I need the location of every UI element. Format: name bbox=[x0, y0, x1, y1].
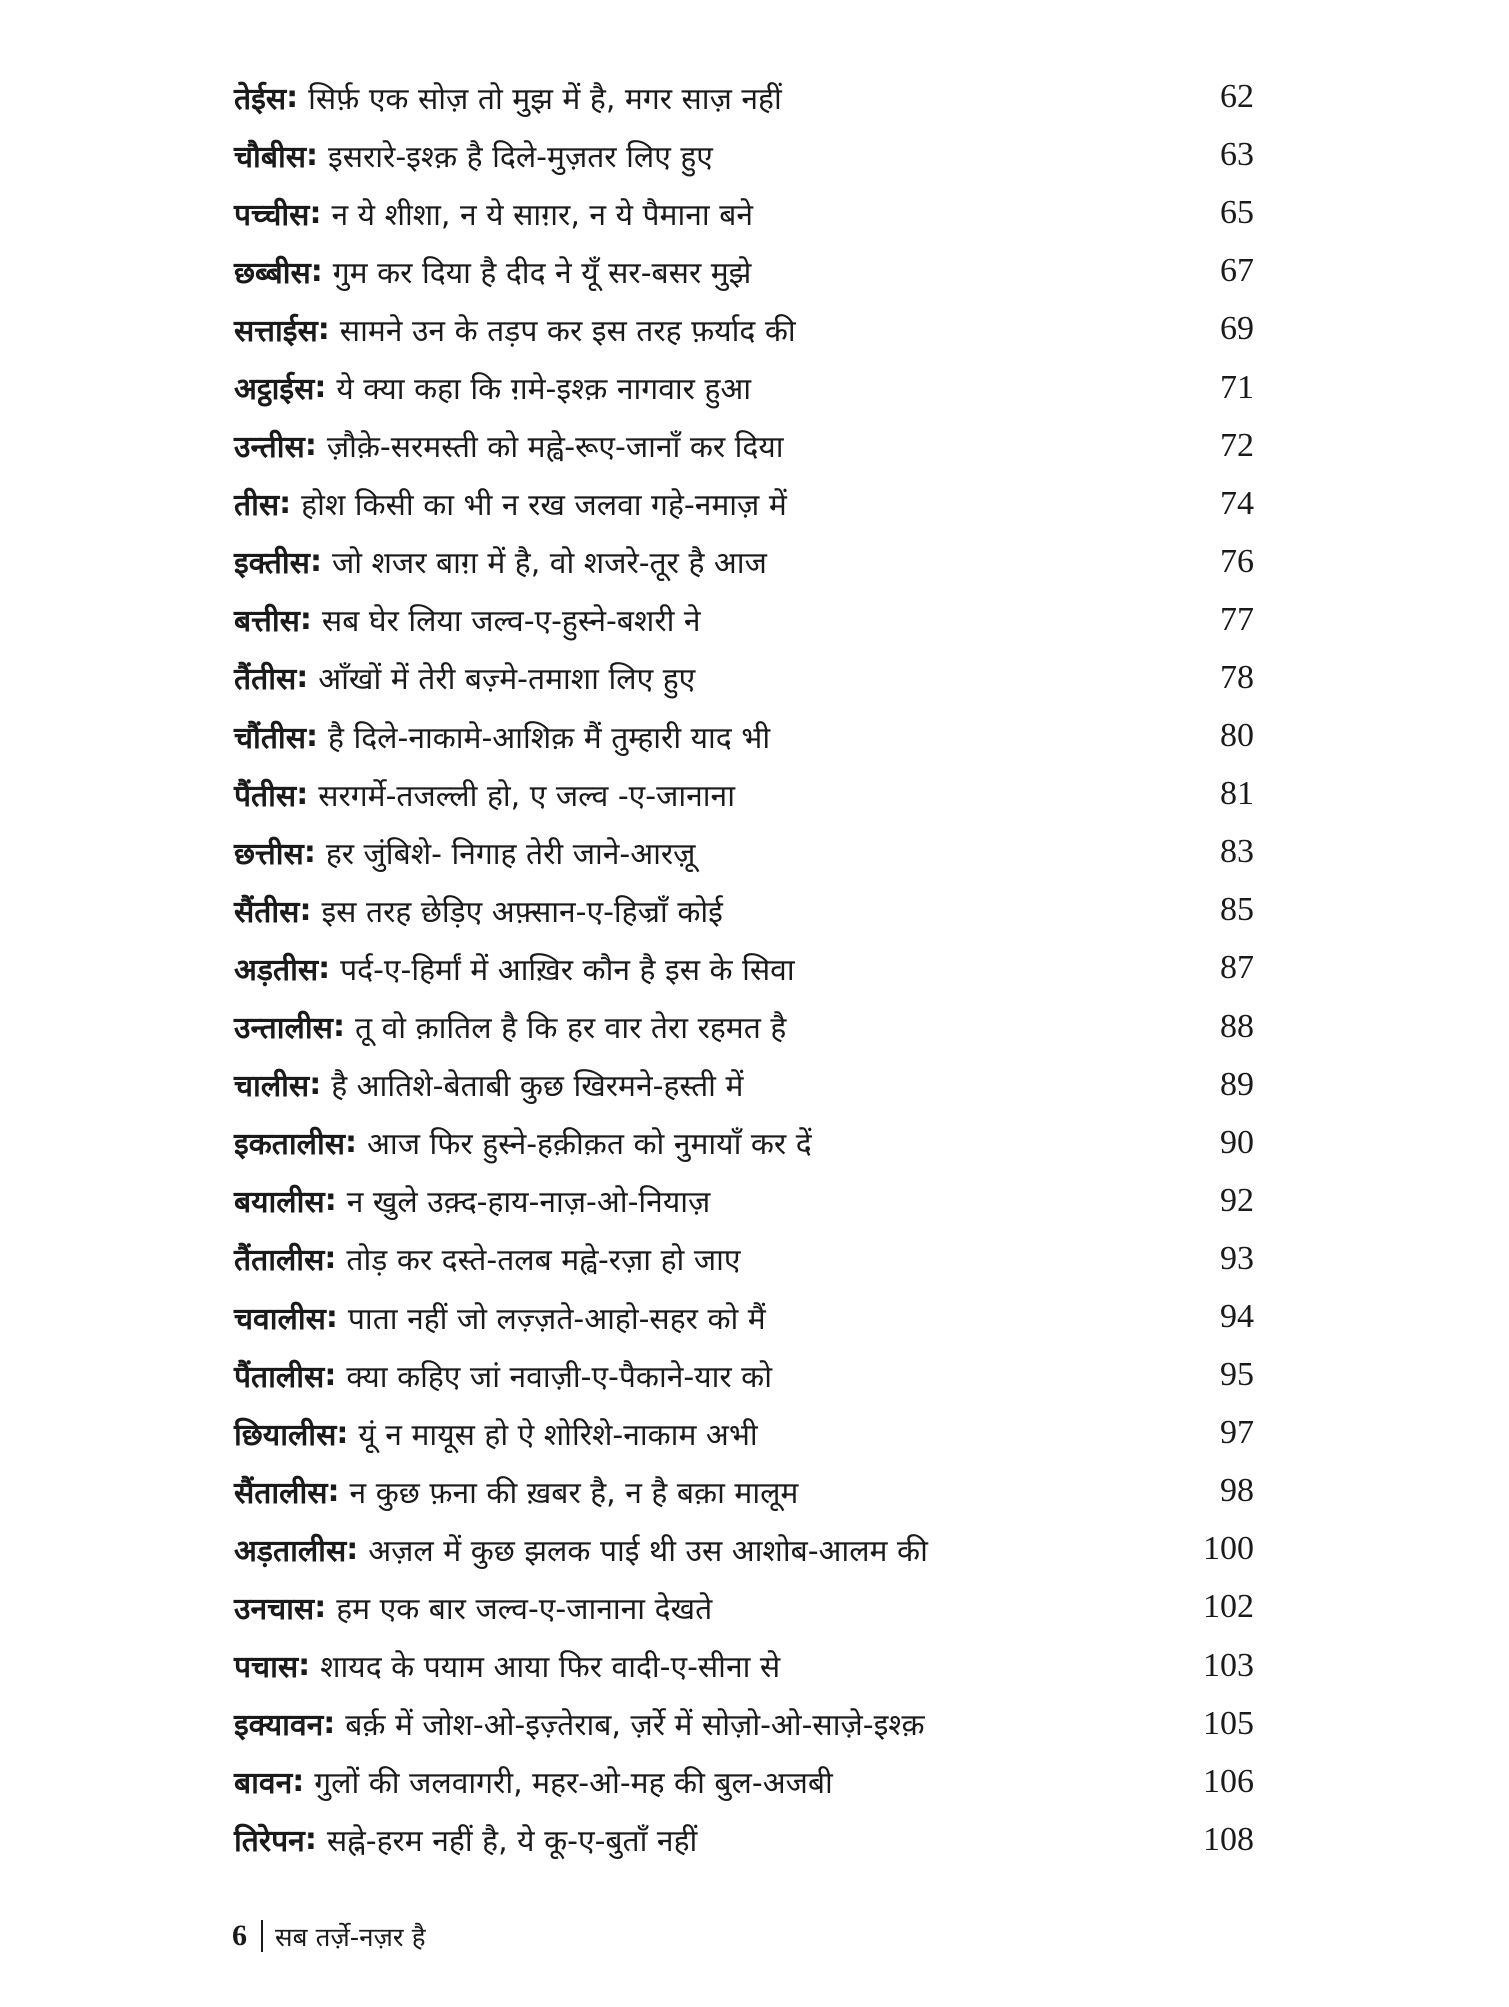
toc-entry-label: सैंतालीस bbox=[234, 1475, 328, 1511]
toc-entry-page-number: 72 bbox=[1220, 426, 1254, 464]
toc-entry-page-number: 89 bbox=[1220, 1065, 1254, 1103]
toc-entry-page-number: 100 bbox=[1203, 1530, 1254, 1568]
toc-entry-title: न ये शीशा, न ये साग़र, न ये पैमाना बने bbox=[331, 197, 754, 233]
toc-entry-label: तैंतालीस bbox=[234, 1243, 325, 1279]
toc-entry-page-number: 83 bbox=[1220, 833, 1254, 871]
toc-entry-label: छियालीस bbox=[234, 1417, 337, 1453]
toc-entry-title: गुलों की जलवागरी, महर-ओ-मह की बुल-अजबी bbox=[314, 1766, 833, 1802]
toc-entry bbox=[234, 823, 1254, 881]
table-of-contents bbox=[234, 68, 1254, 1869]
toc-entry-label: तीस bbox=[234, 488, 280, 524]
page-footer bbox=[232, 1918, 426, 1954]
toc-entry-colon: : bbox=[296, 660, 309, 696]
toc-entry-page-number: 105 bbox=[1203, 1704, 1254, 1742]
toc-entry-label: पच्चीस bbox=[234, 197, 310, 233]
toc-entry-label: पचास bbox=[234, 1650, 299, 1686]
toc-entry-label: छब्बीस bbox=[234, 255, 311, 291]
toc-entry-page-number: 98 bbox=[1220, 1472, 1254, 1510]
toc-entry bbox=[234, 126, 1254, 184]
toc-entry bbox=[234, 1172, 1254, 1230]
toc-entry-page-number: 63 bbox=[1220, 136, 1254, 174]
toc-entry-title: आँखों में तेरी बज़्मे-तमाशा लिए हुए bbox=[318, 662, 696, 698]
toc-entry-label: अड़तीस bbox=[234, 952, 319, 988]
toc-entry-colon: : bbox=[296, 776, 309, 812]
toc-entry bbox=[234, 1404, 1254, 1462]
toc-entry-label: तेईस bbox=[234, 81, 287, 117]
toc-entry bbox=[234, 1462, 1254, 1520]
toc-entry-colon: : bbox=[332, 1009, 345, 1045]
toc-entry-title: सिर्फ़ एक सोज़ तो मुझ में है, मगर साज़ नहीं bbox=[308, 81, 782, 117]
toc-entry-label: उन्तीस bbox=[234, 430, 305, 466]
toc-entry bbox=[234, 475, 1254, 533]
toc-entry-title: ये क्या कहा कि ग़मे-इश्क़ नागवार हुआ bbox=[336, 372, 752, 408]
toc-entry bbox=[234, 300, 1254, 358]
toc-entry-title: गुम कर दिया है दीद ने यूँ सर-बसर मुझे bbox=[332, 255, 752, 291]
toc-entry bbox=[234, 358, 1254, 416]
toc-entry-page-number: 76 bbox=[1220, 542, 1254, 580]
toc-entry bbox=[234, 881, 1254, 939]
toc-entry-label: तिरेपन bbox=[234, 1824, 305, 1860]
toc-entry bbox=[234, 1637, 1254, 1695]
toc-entry-page-number: 92 bbox=[1220, 1181, 1254, 1219]
toc-entry-title: हर जुंबिशे- निगाह तेरी जाने-आरज़ू bbox=[325, 836, 696, 872]
toc-entry-label: बत्तीस bbox=[234, 604, 300, 640]
toc-entry-label: चवालीस bbox=[234, 1301, 326, 1337]
toc-entry-label: चालीस bbox=[234, 1069, 310, 1105]
toc-entry bbox=[234, 998, 1254, 1056]
toc-entry bbox=[234, 1811, 1254, 1869]
toc-entry-colon: : bbox=[318, 950, 331, 986]
toc-entry-page-number: 81 bbox=[1220, 775, 1254, 813]
toc-entry bbox=[234, 1056, 1254, 1114]
toc-entry-label: इकतालीस bbox=[234, 1127, 346, 1163]
toc-entry-page-number: 78 bbox=[1220, 658, 1254, 696]
footer-book-title: सब तर्ज़े-नज़र है bbox=[275, 1923, 426, 1953]
toc-entry-page-number: 103 bbox=[1203, 1646, 1254, 1684]
toc-entry-title: यूं न मायूस हो ऐ शोरिशे-नाकाम अभी bbox=[358, 1417, 758, 1453]
toc-entry-label: उन्तालीस bbox=[234, 1011, 333, 1047]
toc-entry-colon: : bbox=[305, 718, 318, 754]
toc-entry-label: इक्तीस bbox=[234, 546, 310, 582]
toc-entry-label: उनचास bbox=[234, 1591, 315, 1627]
toc-entry bbox=[234, 591, 1254, 649]
toc-entry bbox=[234, 1753, 1254, 1811]
toc-entry-colon: : bbox=[292, 1764, 305, 1800]
toc-entry-title: सब घेर लिया जल्व-ए-हुस्ने-बशरी ने bbox=[321, 604, 701, 640]
toc-entry-label: तैंतीस bbox=[234, 662, 297, 698]
toc-entry-page-number: 71 bbox=[1220, 368, 1254, 406]
toc-entry-title: इस तरह छेड़िए अफ़्सान-ए-हिज्राँ कोई bbox=[321, 894, 723, 930]
toc-entry-label: चौंतीस bbox=[234, 720, 306, 756]
toc-entry-colon: : bbox=[324, 1183, 337, 1219]
toc-entry-label: बावन bbox=[234, 1766, 293, 1802]
toc-entry-colon: : bbox=[298, 1648, 311, 1684]
toc-entry-colon: : bbox=[309, 1067, 322, 1103]
toc-entry-title: तू वो क़ातिल है कि हर वार तेरा रहमत है bbox=[354, 1011, 787, 1047]
toc-entry-page-number: 97 bbox=[1220, 1414, 1254, 1452]
toc-entry-colon: : bbox=[304, 428, 317, 464]
toc-entry-title: आज फिर हुस्ने-हक़ीक़त को नुमायाँ कर दें bbox=[367, 1127, 812, 1163]
toc-entry-colon: : bbox=[286, 79, 299, 115]
toc-entry-page-number: 102 bbox=[1203, 1588, 1254, 1626]
toc-entry-title: है आतिशे-बेताबी कुछ खिरमने-हस्ती में bbox=[331, 1069, 744, 1105]
toc-entry-title: अज़ल में कुछ झलक पाई थी उस आशोब-आलम की bbox=[368, 1533, 928, 1569]
toc-entry-colon: : bbox=[279, 486, 292, 522]
toc-entry-title: पर्द-ए-हिर्मां में आख़िर कौन है इस के सिवा bbox=[340, 952, 795, 988]
toc-entry bbox=[234, 1114, 1254, 1172]
toc-entry-page-number: 65 bbox=[1220, 194, 1254, 232]
footer-page-number: 6 bbox=[232, 1919, 247, 1952]
toc-entry-title: ज़ौक़े-सरमस्ती को मह्वे-रूए-जानाँ कर दिया bbox=[326, 430, 784, 466]
toc-entry-title: शायद के पयाम आया फिर वादी-ए-सीना से bbox=[320, 1650, 781, 1686]
toc-entry-colon: : bbox=[323, 1706, 336, 1742]
toc-entry-page-number: 85 bbox=[1220, 891, 1254, 929]
toc-entry-colon: : bbox=[346, 1531, 359, 1567]
footer-separator bbox=[261, 1920, 263, 1952]
toc-entry-page-number: 95 bbox=[1220, 1356, 1254, 1394]
toc-entry-colon: : bbox=[317, 311, 330, 347]
toc-entry-label: छत्तीस bbox=[234, 836, 304, 872]
toc-entry-page-number: 69 bbox=[1220, 310, 1254, 348]
toc-entry-colon: : bbox=[303, 834, 316, 870]
toc-entry-title: हम एक बार जल्व-ए-जानाना देखते bbox=[336, 1591, 713, 1627]
toc-entry-title: सरगर्मे-तजल्ली हो, ए जल्व -ए-जानाना bbox=[318, 778, 735, 814]
toc-entry-title: होश किसी का भी न रख जलवा गहे-नमाज़ में bbox=[301, 488, 787, 524]
toc-entry-colon: : bbox=[324, 1241, 337, 1277]
toc-entry bbox=[234, 242, 1254, 300]
toc-entry-page-number: 67 bbox=[1220, 252, 1254, 290]
toc-entry bbox=[234, 1695, 1254, 1753]
toc-entry-title: न कुछ फ़ना की ख़बर है, न है बक़ा मालूम bbox=[349, 1475, 799, 1511]
toc-entry bbox=[234, 1578, 1254, 1636]
toc-entry-label: पैंतालीस bbox=[234, 1359, 325, 1395]
toc-entry-page-number: 93 bbox=[1220, 1239, 1254, 1277]
toc-entry-colon: : bbox=[336, 1415, 349, 1451]
toc-entry-title: क्या कहिए जां नवाज़ी-ए-पैकाने-यार को bbox=[346, 1359, 772, 1395]
toc-entry-colon: : bbox=[299, 892, 312, 928]
toc-entry-page-number: 90 bbox=[1220, 1123, 1254, 1161]
toc-entry-colon: : bbox=[304, 1822, 317, 1858]
toc-entry-title: न खुले उक़्द-हाय-नाज़-ओ-नियाज़ bbox=[346, 1185, 711, 1221]
toc-entry-colon: : bbox=[309, 195, 322, 231]
toc-entry bbox=[234, 533, 1254, 591]
toc-entry-colon: : bbox=[324, 1357, 337, 1393]
toc-entry-title: बर्क़ में जोश-ओ-इज़्तेराब, ज़र्रे में सोज़ो-ओ-साज़े-इश्क़ bbox=[345, 1708, 925, 1744]
toc-entry-label: बयालीस bbox=[234, 1185, 325, 1221]
toc-entry-title: तोड़ कर दस्ते-तलब मह्वे-रज़ा हो जाए bbox=[346, 1243, 741, 1279]
toc-entry-label: इक्यावन bbox=[234, 1708, 324, 1744]
toc-entry-label: पैंतीस bbox=[234, 778, 297, 814]
toc-entry-label: अट्ठाईस bbox=[234, 372, 315, 408]
toc-entry-page-number: 88 bbox=[1220, 1007, 1254, 1045]
toc-entry-page-number: 77 bbox=[1220, 600, 1254, 638]
toc-entry bbox=[234, 1520, 1254, 1578]
toc-entry-colon: : bbox=[325, 1299, 338, 1335]
toc-entry-page-number: 106 bbox=[1203, 1762, 1254, 1800]
toc-entry-colon: : bbox=[306, 137, 318, 173]
toc-entry-page-number: 74 bbox=[1220, 484, 1254, 522]
toc-entry-label: सत्ताईस bbox=[234, 313, 318, 349]
toc-entry-title: पाता नहीं जो लज़्ज़ते-आहो-सहर को मैं bbox=[347, 1301, 766, 1337]
toc-entry-page-number: 87 bbox=[1220, 949, 1254, 987]
toc-entry-colon: : bbox=[309, 544, 322, 580]
toc-entry bbox=[234, 939, 1254, 997]
toc-entry-title: है दिले-नाकामे-आशिक़ मैं तुम्हारी याद भी bbox=[327, 720, 771, 756]
toc-entry-colon: : bbox=[345, 1125, 358, 1161]
toc-entry-label: अड़तालीस bbox=[234, 1533, 347, 1569]
toc-entry-colon: : bbox=[327, 1473, 340, 1509]
toc-entry bbox=[234, 68, 1254, 126]
toc-entry-colon: : bbox=[310, 253, 323, 289]
toc-entry bbox=[234, 1346, 1254, 1404]
toc-entry-page-number: 94 bbox=[1220, 1298, 1254, 1336]
toc-entry-label: सैंतीस bbox=[234, 894, 300, 930]
toc-entry bbox=[234, 707, 1254, 765]
toc-entry bbox=[234, 1288, 1254, 1346]
toc-entry bbox=[234, 184, 1254, 242]
toc-entry-page-number: 108 bbox=[1203, 1820, 1254, 1858]
toc-entry-page-number: 62 bbox=[1220, 78, 1254, 116]
toc-entry-title: सह्ने-हरम नहीं है, ये कू-ए-बुताँ नहीं bbox=[326, 1824, 698, 1860]
toc-entry-title: इसरारे-इश्क़ है दिले-मुज़तर लिए हुए bbox=[328, 139, 713, 175]
toc-entry-colon: : bbox=[299, 602, 312, 638]
toc-entry-title: जो शजर बाग़ में है, वो शजरे-तूर है आज bbox=[331, 546, 767, 582]
toc-entry bbox=[234, 649, 1254, 707]
toc-entry-colon: : bbox=[314, 1589, 327, 1625]
toc-entry bbox=[234, 765, 1254, 823]
toc-entry-label: चौबीस bbox=[234, 139, 306, 175]
toc-entry-page-number: 80 bbox=[1220, 717, 1254, 755]
toc-entry bbox=[234, 417, 1254, 475]
toc-entry-colon: : bbox=[314, 370, 327, 406]
toc-entry-title: सामने उन के तड़प कर इस तरह फ़र्याद की bbox=[339, 313, 796, 349]
toc-entry bbox=[234, 1230, 1254, 1288]
